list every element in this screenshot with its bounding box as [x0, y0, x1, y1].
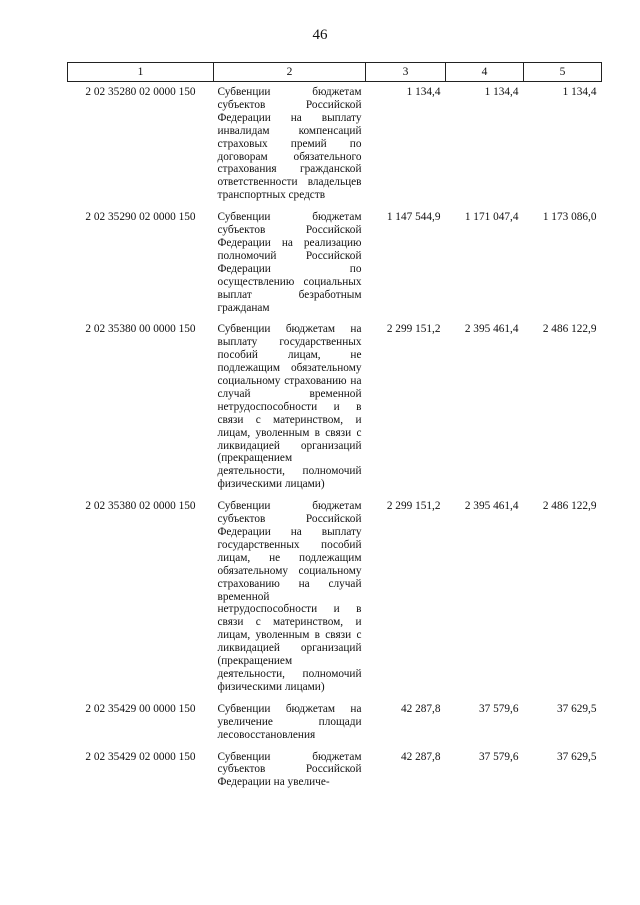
table-row [68, 207, 602, 319]
table-row [68, 699, 602, 747]
row-code: 2 02 35429 02 0000 150 [85, 750, 196, 763]
row-code: 2 02 35280 02 0000 150 [85, 86, 196, 98]
row-name: Субвенции бюджетам на увеличение площади лесовосстановления [217, 702, 362, 741]
row-value-1: 1 134,4 [406, 86, 441, 98]
row-name: Субвенции бюджетам субъектов Российской Федерации на выплату государственных пособий лицам, не подлежащим обязательному социальному страхованию на случай временной нетрудоспособности и в связи с материнством, и лицам, уволенным в связи с ликвидацией организаций (прекращением деятельности, полномочий физическими лицами) [217, 500, 362, 693]
row-value-2: 37 579,6 [478, 750, 519, 763]
column-header-value-1: 3 [366, 63, 446, 82]
row-code: 2 02 35290 02 0000 150 [85, 211, 196, 224]
row-value-2: 37 579,6 [478, 702, 519, 715]
row-code: 2 02 35429 00 0000 150 [85, 702, 196, 715]
column-header-value-2: 4 [446, 63, 524, 82]
row-value-3: 2 486 122,9 [542, 323, 597, 336]
row-code: 2 02 35380 02 0000 150 [85, 500, 196, 513]
page-number: 46 [312, 27, 328, 43]
table-header-row [68, 63, 602, 82]
table-row [68, 496, 602, 699]
row-name: Субвенции бюджетам субъектов Российской Федерации на реализацию полномочий Российской Федерации по осуществлению социальных выплат безработным гражданам [217, 211, 362, 314]
row-value-3: 37 629,5 [556, 702, 597, 715]
column-header-code: 1 [68, 63, 214, 82]
row-value-2: 1 134,4 [484, 86, 519, 98]
row-value-3: 37 629,5 [556, 750, 597, 763]
row-value-3: 1 173 086,0 [542, 211, 597, 224]
row-value-1: 42 287,8 [400, 750, 441, 763]
column-header-value-3: 5 [524, 63, 602, 82]
row-value-2: 1 171 047,4 [464, 211, 519, 224]
table-row [68, 82, 602, 208]
row-value-3: 2 486 122,9 [542, 500, 597, 513]
table-row [68, 747, 602, 795]
row-name: Субвенции бюджетам субъектов Российской Федерации на выплату инвалидам компенсаций страховых премий по договорам обязательного страхования гражданской ответственности владельцев транспортных средств [217, 86, 362, 202]
budget-revenue-table [67, 62, 602, 794]
row-value-1: 2 299 151,2 [386, 323, 441, 336]
table-row [68, 319, 602, 496]
row-name: Субвенции бюджетам на выплату государственных пособий лицам, не подлежащим обязательному социальному страхованию на случай временной нетрудоспособности и в связи с материнством, и лицам, уволенным в связи с ликвидацией организаций (прекращением деятельности, полномочий физическими лицами) [217, 323, 362, 491]
row-value-1: 42 287,8 [400, 702, 441, 715]
row-value-3: 1 134,4 [562, 86, 597, 98]
row-value-2: 2 395 461,4 [464, 323, 519, 336]
row-name: Субвенции бюджетам субъектов Российской Федерации на увеличе- [217, 750, 362, 789]
row-value-2: 2 395 461,4 [464, 500, 519, 513]
row-value-1: 2 299 151,2 [386, 500, 441, 513]
row-value-1: 1 147 544,9 [386, 211, 441, 224]
column-header-name: 2 [214, 63, 366, 82]
row-code: 2 02 35380 00 0000 150 [85, 323, 196, 336]
